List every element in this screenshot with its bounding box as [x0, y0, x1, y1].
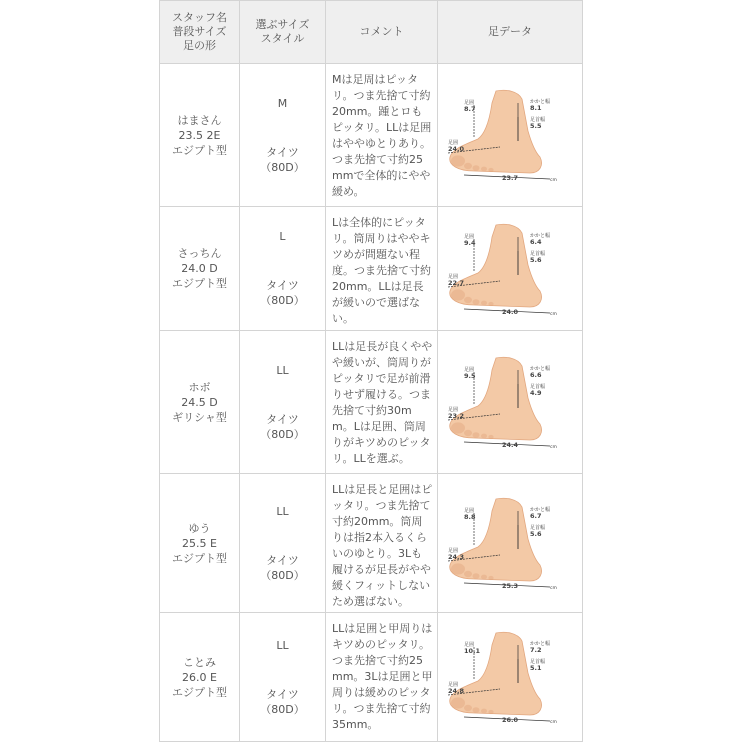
unit-label: cm	[550, 445, 557, 450]
foot-diagram	[444, 629, 576, 725]
ankle-value: 5.6	[530, 530, 542, 538]
staff-cell	[160, 331, 240, 474]
toe-mark	[451, 563, 465, 574]
header-staff	[160, 1, 240, 64]
header-comment-text: コメント	[359, 25, 404, 38]
foot-diagram	[444, 221, 576, 317]
comment-text: Mは足周はピッタリ。つま先捨て寸約20mm。踵とロもピッタリ。LLは足囲はややゆとりあり。つま先捨て寸約25mmで全体的にやや緩め。	[332, 73, 432, 198]
header-foot-data-text: 足データ	[488, 25, 532, 38]
table-row	[160, 207, 583, 331]
toe-mark	[488, 301, 493, 305]
toe-mark	[451, 422, 465, 433]
style: タイツ （80D）	[260, 412, 305, 441]
table-row	[160, 613, 583, 742]
toe-mark	[481, 575, 487, 580]
foot-data-cell	[438, 613, 583, 742]
instep-label: 足囲	[464, 233, 475, 240]
usual-size: 24.5 D	[181, 395, 218, 409]
ankle-label: 足首幅	[530, 117, 546, 123]
chosen-size: M	[277, 96, 288, 110]
foot-shape: エジプト型	[172, 685, 227, 699]
size-cell	[240, 613, 326, 742]
comment-text: LLは足長と足囲はピッタリ。つま先捨て寸約20mm。筒周りは指2本入るくらいのゆとり。3Lも履けるが足長がやや緩くフィットしないため選ばない。	[332, 483, 433, 608]
heel-value: 7.2	[530, 646, 542, 654]
foot-diagram	[444, 495, 576, 591]
chosen-size: LL	[276, 638, 289, 652]
ankle-label: 足首幅	[530, 659, 546, 665]
toe-mark	[473, 707, 480, 713]
toe-mark	[464, 430, 472, 436]
style: タイツ （80D）	[260, 687, 305, 716]
instep-value: 10.1	[464, 647, 481, 655]
instep-value: 9.5	[464, 372, 476, 380]
header-comment	[326, 1, 438, 64]
ankle-label: 足首幅	[530, 250, 546, 257]
toe-mark	[488, 576, 493, 580]
length-value: 25.3	[502, 582, 519, 590]
girth-label: 足囲	[448, 682, 459, 688]
foot-data-cell	[438, 474, 583, 613]
table-row	[160, 331, 583, 474]
staff-name: ホボ	[188, 380, 211, 394]
comment-text: LLは足長が良くややや緩いが、筒周りがピッタリで足が前滑りせず履ける。つま先捨て寸約30mm。Lは足囲、筒周りがキツめのピッタリ。LLを選ぶ。	[332, 340, 433, 465]
foot-shape: エジプト型	[172, 551, 227, 565]
comment-cell	[326, 207, 438, 331]
staff-name: はまさん	[177, 113, 222, 127]
comment-text: Lは全体的にピッタリ。筒周りはややキツめが問題ない程度。つま先捨て寸約20mm。LLは足長が緩いので選ばない。	[332, 216, 431, 325]
style: タイツ （80D）	[260, 145, 305, 174]
staff-cell	[160, 207, 240, 331]
heel-label: かかと幅	[530, 507, 551, 513]
heel-label: かかと幅	[530, 366, 551, 372]
toe-mark	[464, 705, 472, 711]
girth-value: 23.2	[448, 412, 465, 420]
comment-cell	[326, 64, 438, 207]
comparison-table	[159, 0, 583, 742]
staff-name: さっちん	[177, 247, 222, 260]
usual-size: 25.5 E	[182, 536, 217, 550]
staff-cell	[160, 474, 240, 613]
length-value: 23.7	[502, 174, 519, 182]
toe-mark	[464, 571, 472, 577]
table-header-row	[160, 1, 583, 64]
header-staff-text: スタッフ名 普段サイズ 足の形	[172, 11, 227, 52]
heel-value: 8.1	[530, 104, 542, 112]
heel-label: かかと幅	[530, 99, 551, 105]
foot-shape: エジプト型	[172, 277, 227, 290]
usual-size: 24.0 D	[181, 262, 218, 275]
girth-value: 24.0	[448, 145, 465, 153]
length-value: 26.0	[502, 716, 519, 724]
unit-label: cm	[550, 311, 557, 317]
instep-label: 足囲	[464, 642, 475, 648]
ankle-value: 5.1	[530, 664, 542, 672]
header-size-style-text: 選ぶサイズ スタイル	[255, 18, 310, 45]
instep-value: 9.4	[464, 238, 476, 247]
toe-mark	[451, 155, 465, 166]
staff-cell	[160, 613, 240, 742]
girth-value: 24.8	[448, 687, 465, 695]
instep-label: 足囲	[464, 508, 475, 514]
header-foot-data	[438, 1, 583, 64]
table-row	[160, 64, 583, 207]
instep-value: 8.8	[464, 513, 476, 521]
toe-mark	[473, 432, 480, 438]
size-cell	[240, 207, 326, 331]
toe-mark	[473, 299, 480, 305]
girth-value: 22.7	[448, 278, 465, 287]
toe-mark	[451, 289, 465, 300]
comment-text: LLは足囲と甲周りはキツめのピッタリ。つま先捨て寸約25mm。3Lは足囲と甲周りは緩めのピッタリ。つま先捨て寸約35mm。	[332, 622, 433, 731]
toe-mark	[488, 710, 493, 714]
instep-value: 8.7	[464, 105, 476, 113]
foot-shape: ギリシャ型	[172, 410, 227, 424]
comment-cell	[326, 331, 438, 474]
ankle-label: 足首幅	[530, 525, 546, 531]
foot-data-cell	[438, 64, 583, 207]
ankle-value: 5.6	[530, 255, 542, 264]
toe-mark	[481, 300, 487, 305]
instep-label: 足囲	[464, 367, 475, 373]
chosen-size: LL	[276, 363, 289, 377]
unit-label: cm	[550, 586, 557, 591]
style: タイツ （80D）	[260, 553, 305, 582]
girth-label: 足囲	[448, 273, 459, 280]
girth-label: 足囲	[448, 548, 459, 554]
heel-label: かかと幅	[530, 232, 551, 239]
table-row	[160, 474, 583, 613]
staff-cell	[160, 64, 240, 207]
unit-label: cm	[550, 178, 557, 183]
ankle-label: 足首幅	[530, 384, 546, 390]
ankle-value: 5.5	[530, 122, 542, 130]
comment-cell	[326, 613, 438, 742]
toe-mark	[481, 167, 487, 172]
heel-value: 6.4	[530, 237, 542, 246]
size-cell	[240, 474, 326, 613]
toe-mark	[481, 434, 487, 439]
heel-value: 6.6	[530, 371, 542, 379]
toe-mark	[488, 168, 493, 172]
comment-cell	[326, 474, 438, 613]
chosen-size: LL	[276, 504, 289, 518]
usual-size: 26.0 E	[182, 670, 217, 684]
heel-label: かかと幅	[530, 641, 551, 647]
instep-label: 足囲	[464, 100, 475, 106]
toe-mark	[481, 709, 487, 714]
length-value: 24.4	[502, 441, 519, 449]
chosen-size: L	[279, 230, 286, 243]
length-value: 24.0	[502, 307, 519, 316]
toe-mark	[451, 697, 465, 708]
size-cell	[240, 64, 326, 207]
toe-mark	[464, 163, 472, 169]
foot-shape: エジプト型	[172, 143, 227, 157]
foot-diagram	[444, 354, 576, 450]
unit-label: cm	[550, 720, 557, 725]
toe-mark	[473, 165, 480, 171]
ankle-value: 4.9	[530, 389, 542, 397]
toe-mark	[488, 435, 493, 439]
style: タイツ （80D）	[260, 279, 305, 307]
foot-data-cell	[438, 207, 583, 331]
girth-value: 24.3	[448, 553, 465, 561]
header-size-style	[240, 1, 326, 64]
toe-mark	[464, 296, 472, 302]
staff-name: ゆう	[188, 521, 211, 535]
size-cell	[240, 331, 326, 474]
girth-label: 足囲	[448, 407, 459, 413]
heel-value: 6.7	[530, 512, 542, 520]
toe-mark	[473, 573, 480, 579]
usual-size: 23.5 2E	[178, 128, 221, 142]
foot-diagram	[444, 87, 576, 183]
girth-label: 足囲	[448, 140, 459, 146]
foot-data-cell	[438, 331, 583, 474]
staff-name: ことみ	[183, 655, 216, 669]
